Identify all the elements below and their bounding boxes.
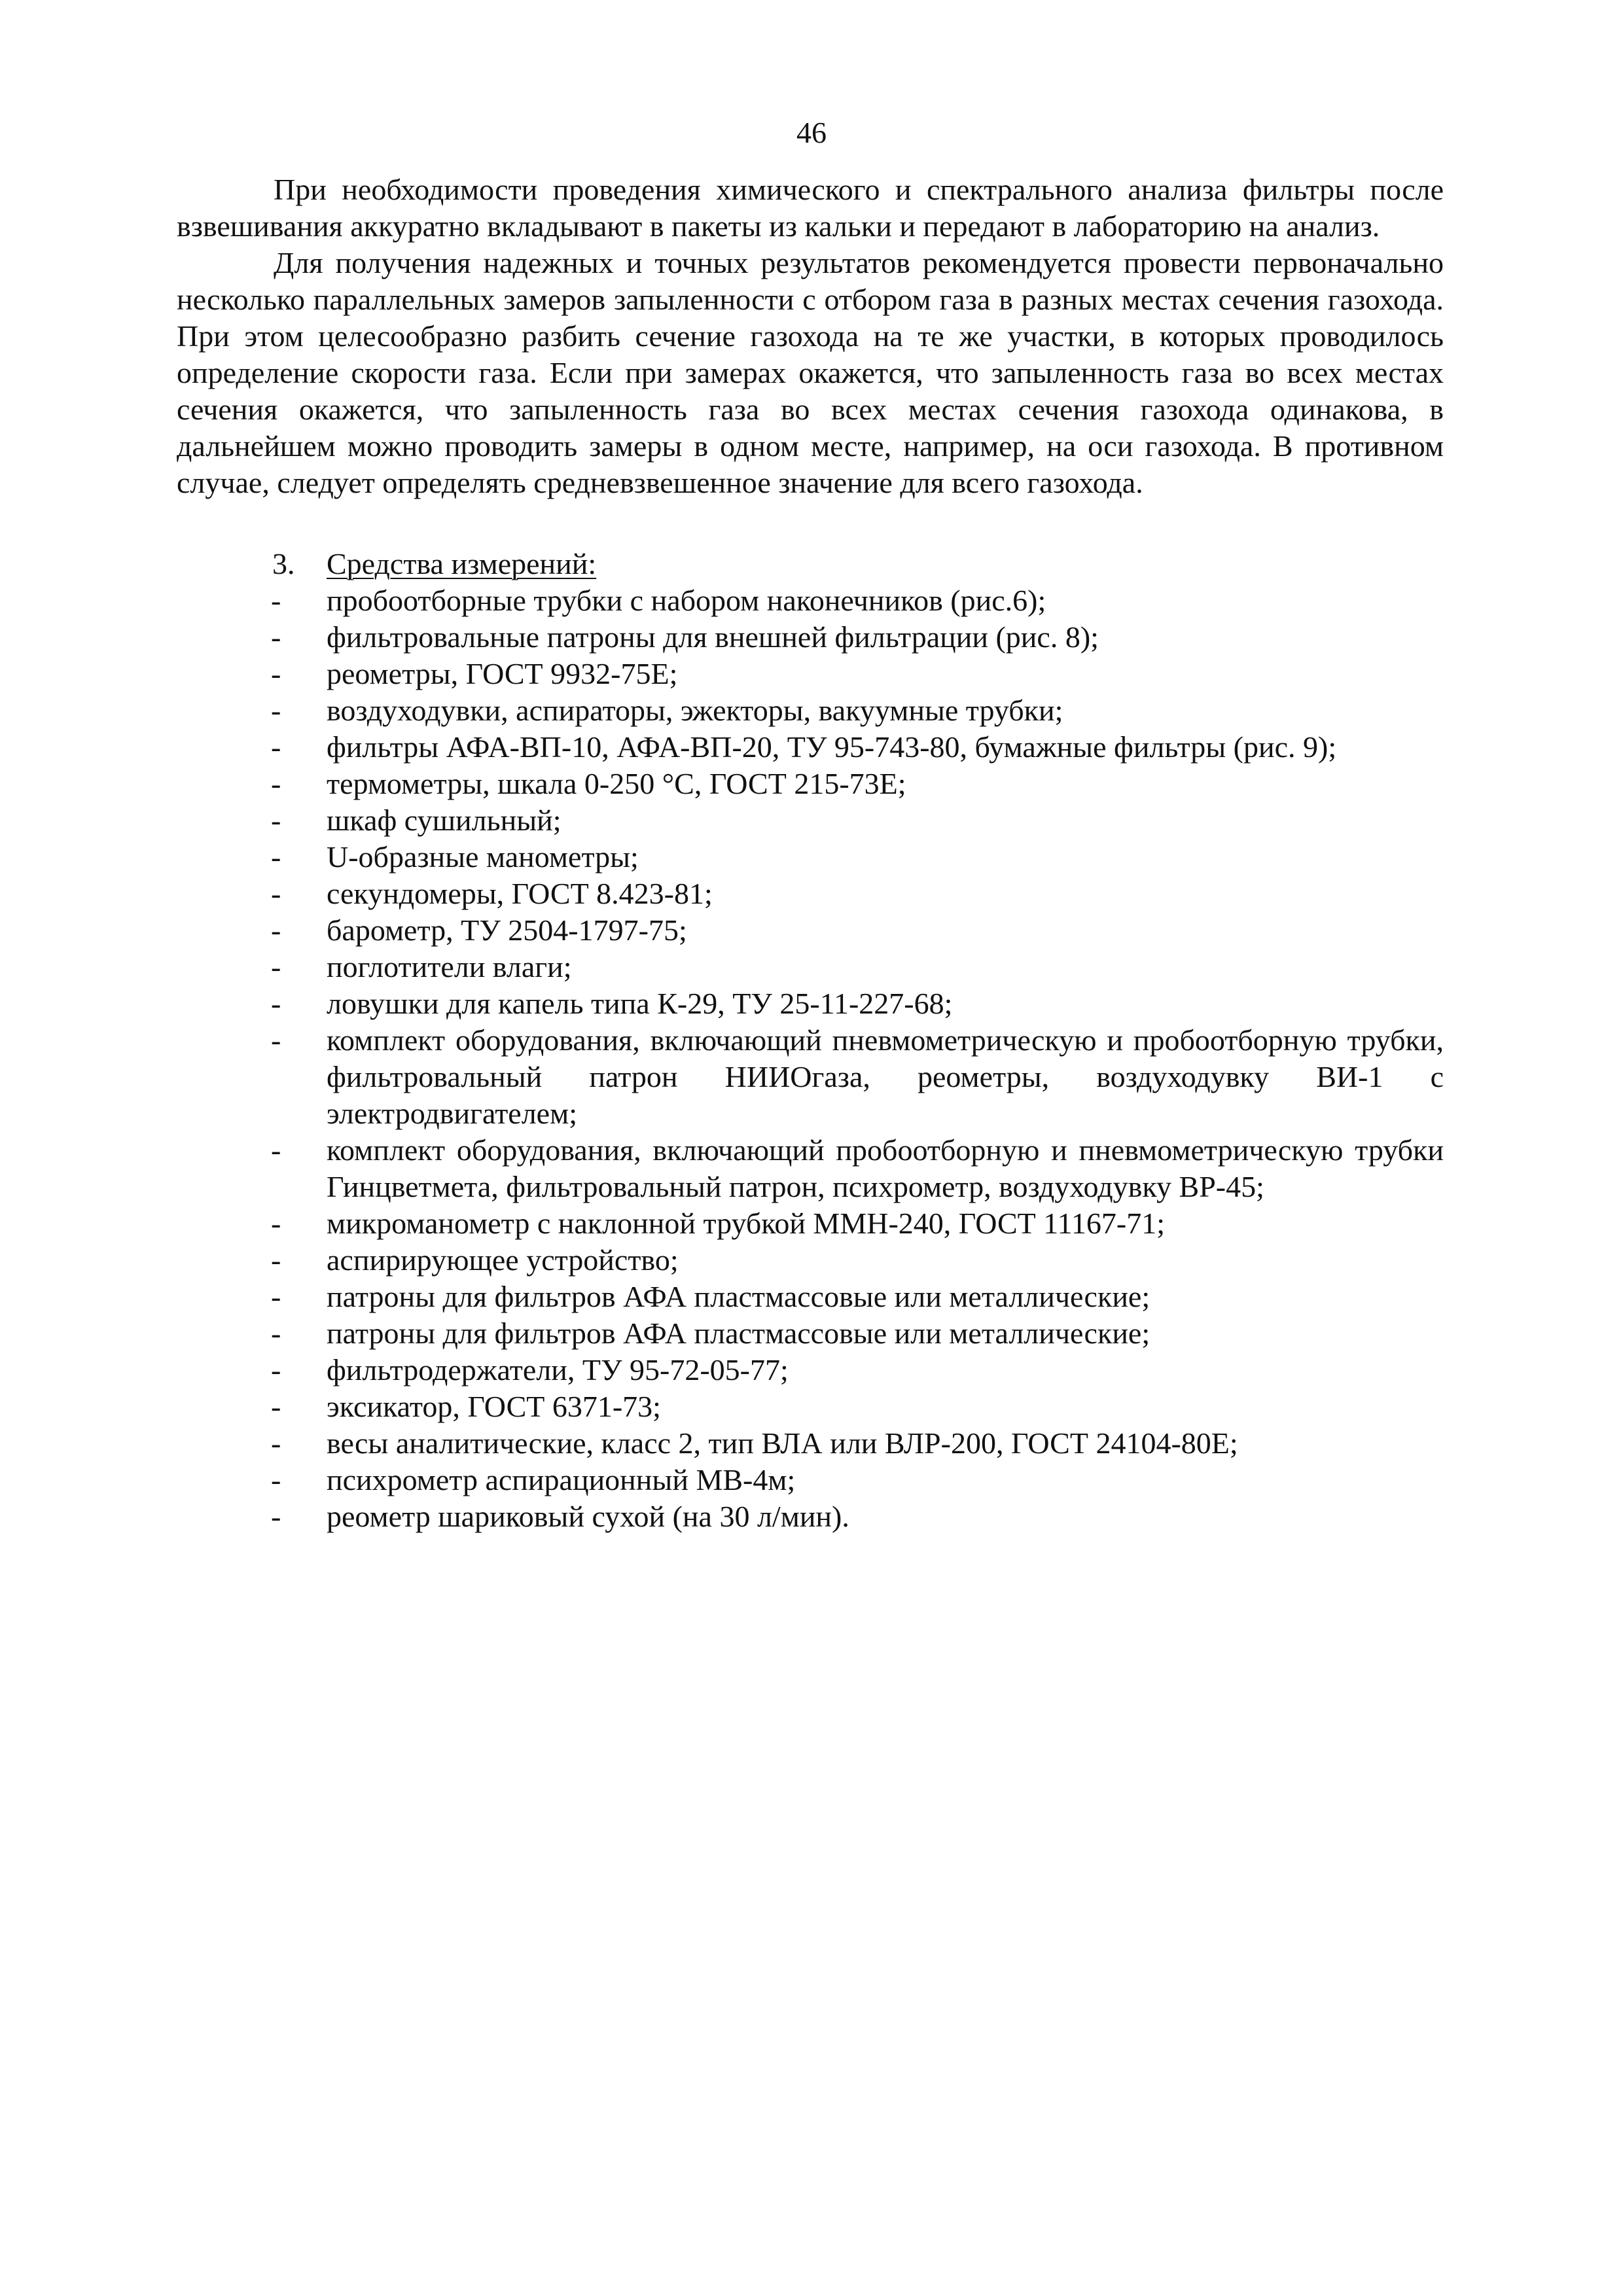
list-item	[177, 656, 1444, 692]
list-item	[177, 1498, 1444, 1535]
list-bullet-dash: -	[271, 1316, 281, 1350]
list-item-text: фильтровальные патроны для внешней фильтрации (рис. 8);	[327, 620, 1099, 654]
list-bullet-dash: -	[271, 987, 281, 1020]
list-item-text: пробоотборные трубки с набором наконечников (рис.6);	[327, 584, 1046, 617]
list-item	[177, 619, 1444, 656]
list-item	[177, 802, 1444, 839]
list-item	[177, 1315, 1444, 1352]
list-item	[177, 1279, 1444, 1315]
list-item-text: аспирирующее устройство;	[327, 1243, 679, 1277]
list-bullet-dash: -	[271, 584, 281, 617]
list-bullet-dash: -	[271, 1023, 281, 1057]
section-heading	[272, 546, 1444, 582]
paragraph-filter-analysis: При необходимости проведения химического и спектрального анализа фильтры после взвешивания аккуратно вкладывают в пакеты из кальки и передают в лабораторию на анализ.	[177, 173, 1444, 243]
list-item	[177, 912, 1444, 949]
list-item-text: реометры, ГОСТ 9932-75Е;	[327, 657, 678, 690]
list-bullet-dash: -	[271, 730, 281, 764]
list-item	[177, 949, 1444, 985]
section-number: 3.	[272, 547, 295, 580]
instrument-list	[177, 582, 1444, 1535]
list-bullet-dash: -	[271, 1463, 281, 1496]
list-bullet-dash: -	[271, 1207, 281, 1240]
list-bullet-dash: -	[271, 657, 281, 690]
list-item	[177, 729, 1444, 766]
list-item-text: фильтродержатели, ТУ 95-72-05-77;	[327, 1353, 789, 1386]
list-item-text: воздуходувки, аспираторы, эжекторы, вакуумные трубки;	[327, 694, 1063, 727]
list-bullet-dash: -	[271, 950, 281, 983]
list-item	[177, 1242, 1444, 1279]
list-item-text: поглотители влаги;	[327, 950, 572, 983]
list-bullet-dash: -	[271, 840, 281, 874]
list-item	[177, 1388, 1444, 1425]
list-bullet-dash: -	[271, 913, 281, 947]
list-item-text: патроны для фильтров АФА пластмассовые или металлические;	[327, 1280, 1150, 1313]
list-item	[177, 985, 1444, 1022]
list-bullet-dash: -	[271, 694, 281, 727]
page-number: 46	[796, 116, 827, 149]
list-bullet-dash: -	[271, 1390, 281, 1423]
list-item	[177, 875, 1444, 912]
list-bullet-dash: -	[271, 877, 281, 910]
list-item-text: реометр шариковый сухой (на 30 л/мин).	[327, 1500, 849, 1533]
list-bullet-dash: -	[271, 620, 281, 654]
list-item	[177, 839, 1444, 875]
document-body	[177, 171, 1444, 1535]
list-item-text: барометр, ТУ 2504-1797-75;	[327, 913, 687, 947]
list-item-text: шкаф сушильный;	[327, 804, 562, 837]
paragraph-measurement-procedure: Для получения надежных и точных результатов рекомендуется провести первоначально несколько параллельных замеров запыленности с отбором газа в разных местах сечения газохода. При этом целесообразно разбить сечение газохода на те же участки, в которых проводилось определение скорости газа. Если при замерах окажется, что запыленность газа во всех местах сечения окажется, что запыленность газа во всех местах сечения газохода одинакова, в дальнейшем можно проводить замеры в одном месте, например, на оси газохода. В противном случае, следует определять средневзвешенное значение для всего газохода.	[177, 246, 1444, 499]
list-item	[177, 1132, 1444, 1205]
list-item	[177, 1425, 1444, 1462]
list-item	[177, 1352, 1444, 1388]
list-bullet-dash: -	[271, 1500, 281, 1533]
list-item-text: фильтры АФА-ВП-10, АФА-ВП-20, ТУ 95-743-80, бумажные фильтры (рис. 9);	[327, 730, 1337, 764]
list-bullet-dash: -	[271, 1280, 281, 1313]
list-item-text: патроны для фильтров АФА пластмассовые или металлические;	[327, 1316, 1150, 1350]
list-item-text: комплект оборудования, включающий пневмометрическую и пробоотборную трубки, фильтровальный патрон НИИОгаза, реометры, воздуходувку ВИ-1 с электродвигателем;	[327, 1023, 1444, 1130]
list-item-text: термометры, шкала 0-250 °С, ГОСТ 215-73Е;	[327, 767, 906, 800]
list-item	[177, 1022, 1444, 1132]
list-item-text: комплект оборудования, включающий пробоотборную и пневмометрическую трубки Гинцветмета, фильтровальный патрон, психрометр, воздуходувку ВР-45;	[327, 1133, 1444, 1203]
list-item	[177, 1205, 1444, 1242]
list-item-text: микроманометр с наклонной трубкой ММН-240, ГОСТ 11167-71;	[327, 1207, 1165, 1240]
section-title: Средства измерений:	[327, 547, 597, 580]
list-item-text: ловушки для капель типа К-29, ТУ 25-11-227-68;	[327, 987, 953, 1020]
list-item	[177, 1462, 1444, 1498]
list-item-text: U-образные манометры;	[327, 840, 639, 874]
list-item-text: эксикатор, ГОСТ 6371-73;	[327, 1390, 661, 1423]
list-item-text: психрометр аспирационный МВ-4м;	[327, 1463, 796, 1496]
list-bullet-dash: -	[271, 804, 281, 837]
list-bullet-dash: -	[271, 1353, 281, 1386]
list-item-text: секундомеры, ГОСТ 8.423-81;	[327, 877, 713, 910]
list-item	[177, 766, 1444, 802]
list-bullet-dash: -	[271, 767, 281, 800]
list-item	[177, 692, 1444, 729]
list-bullet-dash: -	[271, 1243, 281, 1277]
list-item-text: весы аналитические, класс 2, тип ВЛА или ВЛР-200, ГОСТ 24104-80Е;	[327, 1426, 1238, 1460]
list-item	[177, 582, 1444, 619]
list-bullet-dash: -	[271, 1133, 281, 1167]
list-bullet-dash: -	[271, 1426, 281, 1460]
